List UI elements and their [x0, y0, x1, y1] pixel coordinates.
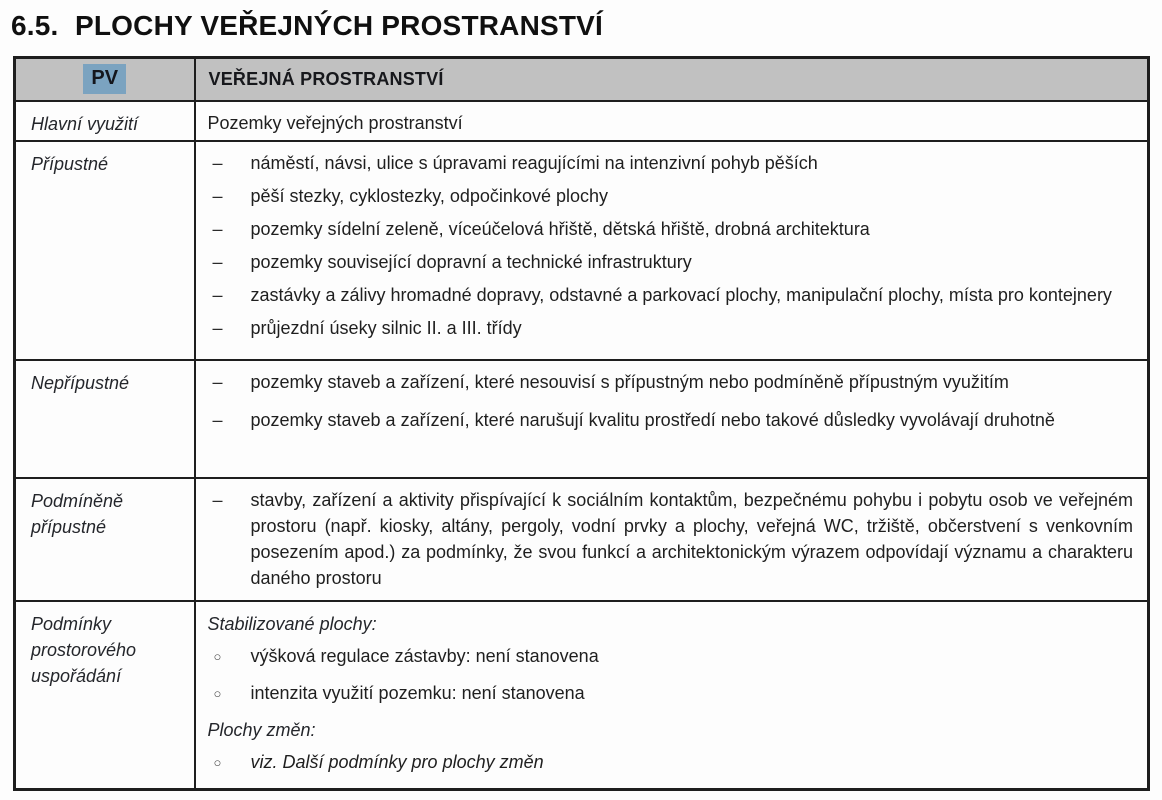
row-label-podminene-pripustne: Podmíněně přípustné — [15, 478, 195, 601]
table-row-pripustne — [15, 141, 1149, 360]
list-item — [208, 315, 1134, 341]
row-label-nepripustne: Nepřípustné — [15, 360, 195, 478]
list-item-text: viz. Další podmínky pro plochy změn — [250, 751, 544, 772]
list-item-text: výšková regulace zástavby: není stanovena — [250, 645, 599, 666]
list-item-text: pozemky staveb a zařízení, které narušují kvalitu prostředí nebo takové důsledky vyvolávají druhotně — [250, 409, 1055, 430]
dash-bullet-icon: – — [212, 218, 223, 239]
area-code-cell — [15, 58, 195, 101]
cell-hlavni-vyuziti — [195, 101, 1149, 141]
circle-bullet-icon: ○ — [213, 648, 222, 664]
table-header-title: VEŘEJNÁ PROSTRANSTVÍ — [195, 58, 1149, 101]
list-item-text: zastávky a zálivy hromadné dopravy, odstavné a parkovací plochy, manipulační plochy, místa pro kontejnery — [250, 284, 1112, 305]
row-label-podminky-usporadani: Podmínky prostorového uspořádání — [15, 601, 195, 790]
list-item — [208, 282, 1134, 308]
list-item-text: pěší stezky, cyklostezky, odpočinkové plochy — [250, 185, 608, 206]
list-item — [208, 369, 1134, 395]
table-header-row — [15, 58, 1149, 101]
dash-bullet-icon: – — [212, 489, 223, 510]
dash-bullet-icon: – — [212, 284, 223, 305]
list-item — [208, 150, 1134, 176]
list-item — [208, 680, 1134, 707]
dash-bullet-icon: – — [212, 152, 223, 173]
dash-bullet-icon: – — [212, 185, 223, 206]
cell-podminene-pripustne — [195, 478, 1149, 601]
list-item — [208, 183, 1134, 209]
list-item-text: náměstí, návsi, ulice s úpravami reagujícími na intenzivní pohyb pěších — [250, 152, 818, 173]
row-label-pripustne: Přípustné — [15, 141, 195, 360]
dash-bullet-icon: – — [212, 371, 223, 392]
list-item — [208, 407, 1134, 433]
cell-nepripustne — [195, 360, 1149, 478]
cell-text: Pozemky veřejných prostranství — [207, 112, 463, 133]
page-title: PLOCHY VEŘEJNÝCH PROSTRANSTVÍ — [75, 10, 604, 41]
table-row-podminky-usporadani — [15, 601, 1149, 790]
table-row-nepripustne — [15, 360, 1149, 478]
list-item-text: pozemky staveb a zařízení, které nesouvisí s přípustným nebo podmíněně přípustným využitím — [250, 371, 1009, 392]
list-item — [208, 749, 1134, 776]
dash-bullet-icon: – — [212, 317, 223, 338]
circle-bullet-icon: ○ — [213, 754, 222, 770]
list-item — [208, 487, 1134, 591]
list-item — [208, 643, 1134, 670]
list-item-text: průjezdní úseky silnic II. a III. třídy — [250, 317, 522, 338]
table-row-hlavni-vyuziti — [15, 101, 1149, 141]
section-number: 6.5. — [11, 10, 59, 41]
cell-pripustne — [195, 141, 1149, 360]
section-heading — [11, 10, 1162, 42]
circle-bullet-icon: ○ — [213, 685, 222, 701]
area-code-badge: PV — [83, 64, 126, 94]
list-item — [208, 249, 1134, 275]
cell-podminky-usporadani — [195, 601, 1149, 790]
dash-bullet-icon: – — [212, 409, 223, 430]
dash-bullet-icon: – — [212, 251, 223, 272]
list-item-text: intenzita využití pozemku: není stanovena — [250, 682, 585, 703]
list-item-text: stavby, zařízení a aktivity přispívající k sociálním kontaktům, bezpečnému pohybu i pobytu osob ve veřejném prostoru (např. kiosky, altány, pergoly, vodní prvky a plochy, veřejná WC, tržiště, občerstvení s venkovním posezením apod.) za podmínky, že svou funkcí a architektonickým výrazem odpovídají významu a charakteru daného prostoru — [250, 489, 1133, 588]
list-item-text: pozemky související dopravní a technické infrastruktury — [250, 251, 692, 272]
list-item — [208, 216, 1134, 242]
list-item-text: pozemky sídelní zeleně, víceúčelová hřiště, dětská hřiště, drobná architektura — [250, 218, 870, 239]
zoning-table — [13, 56, 1150, 791]
row-label-hlavni-vyuziti: Hlavní využití — [15, 101, 195, 141]
table-row-podminene-pripustne — [15, 478, 1149, 601]
subheading-plochy-zmen: Plochy změn: — [207, 719, 316, 740]
subheading-stabilizovane-plochy: Stabilizované plochy: — [207, 613, 377, 634]
